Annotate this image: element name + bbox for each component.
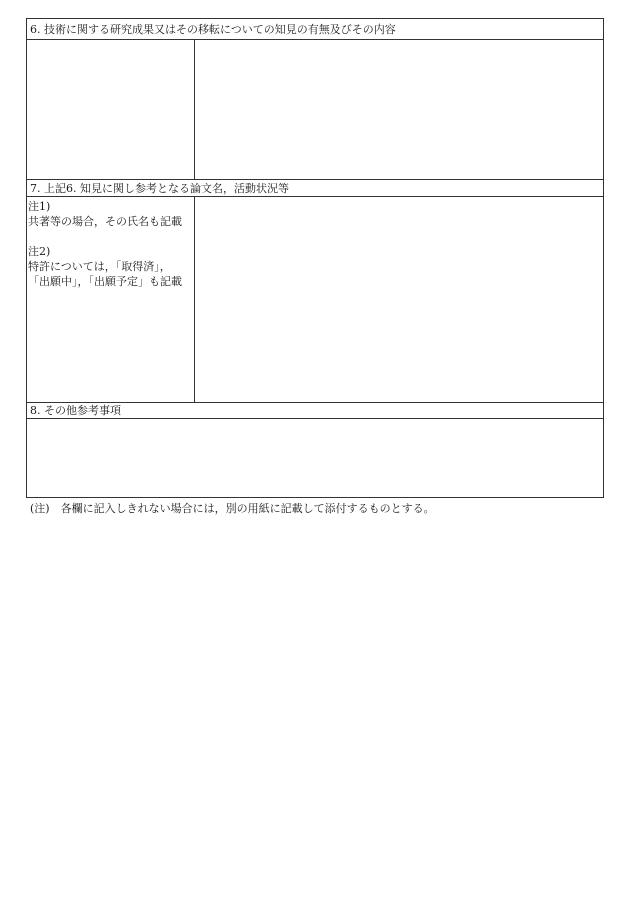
section6-header: 6. 技術に関する研究成果又はその移転についての知見の有無及びその内容 bbox=[27, 19, 603, 40]
application-form-table bbox=[26, 18, 604, 498]
section6-content-cell[interactable] bbox=[195, 40, 603, 179]
note2-text-line2: 「出願中」，「出願予定」も記載 bbox=[28, 275, 182, 288]
section7-header: 7. 上記6. 知見に関し参考となる論文名，活動状況等 bbox=[27, 180, 603, 197]
note1-label: 注1) bbox=[28, 200, 51, 213]
note1-text: 共著等の場合，その氏名も記載 bbox=[28, 215, 182, 228]
section7-content-cell[interactable] bbox=[195, 197, 603, 402]
section6-body-row bbox=[27, 40, 603, 180]
note2-text-line1: 特許については，「取得済」， bbox=[28, 260, 171, 273]
section8-content-cell[interactable] bbox=[27, 419, 603, 497]
section8-header: 8. その他参考事項 bbox=[27, 403, 603, 419]
form-footnote: (注) 各欄に記入しきれない場合には，別の用紙に記載して添付するものとする。 bbox=[30, 502, 435, 515]
section6-left-cell[interactable] bbox=[27, 40, 195, 179]
section7-body-row bbox=[27, 197, 603, 403]
section7-notes-cell bbox=[27, 197, 195, 402]
note2-label: 注2) bbox=[28, 245, 51, 258]
section8-body-row bbox=[27, 419, 603, 497]
